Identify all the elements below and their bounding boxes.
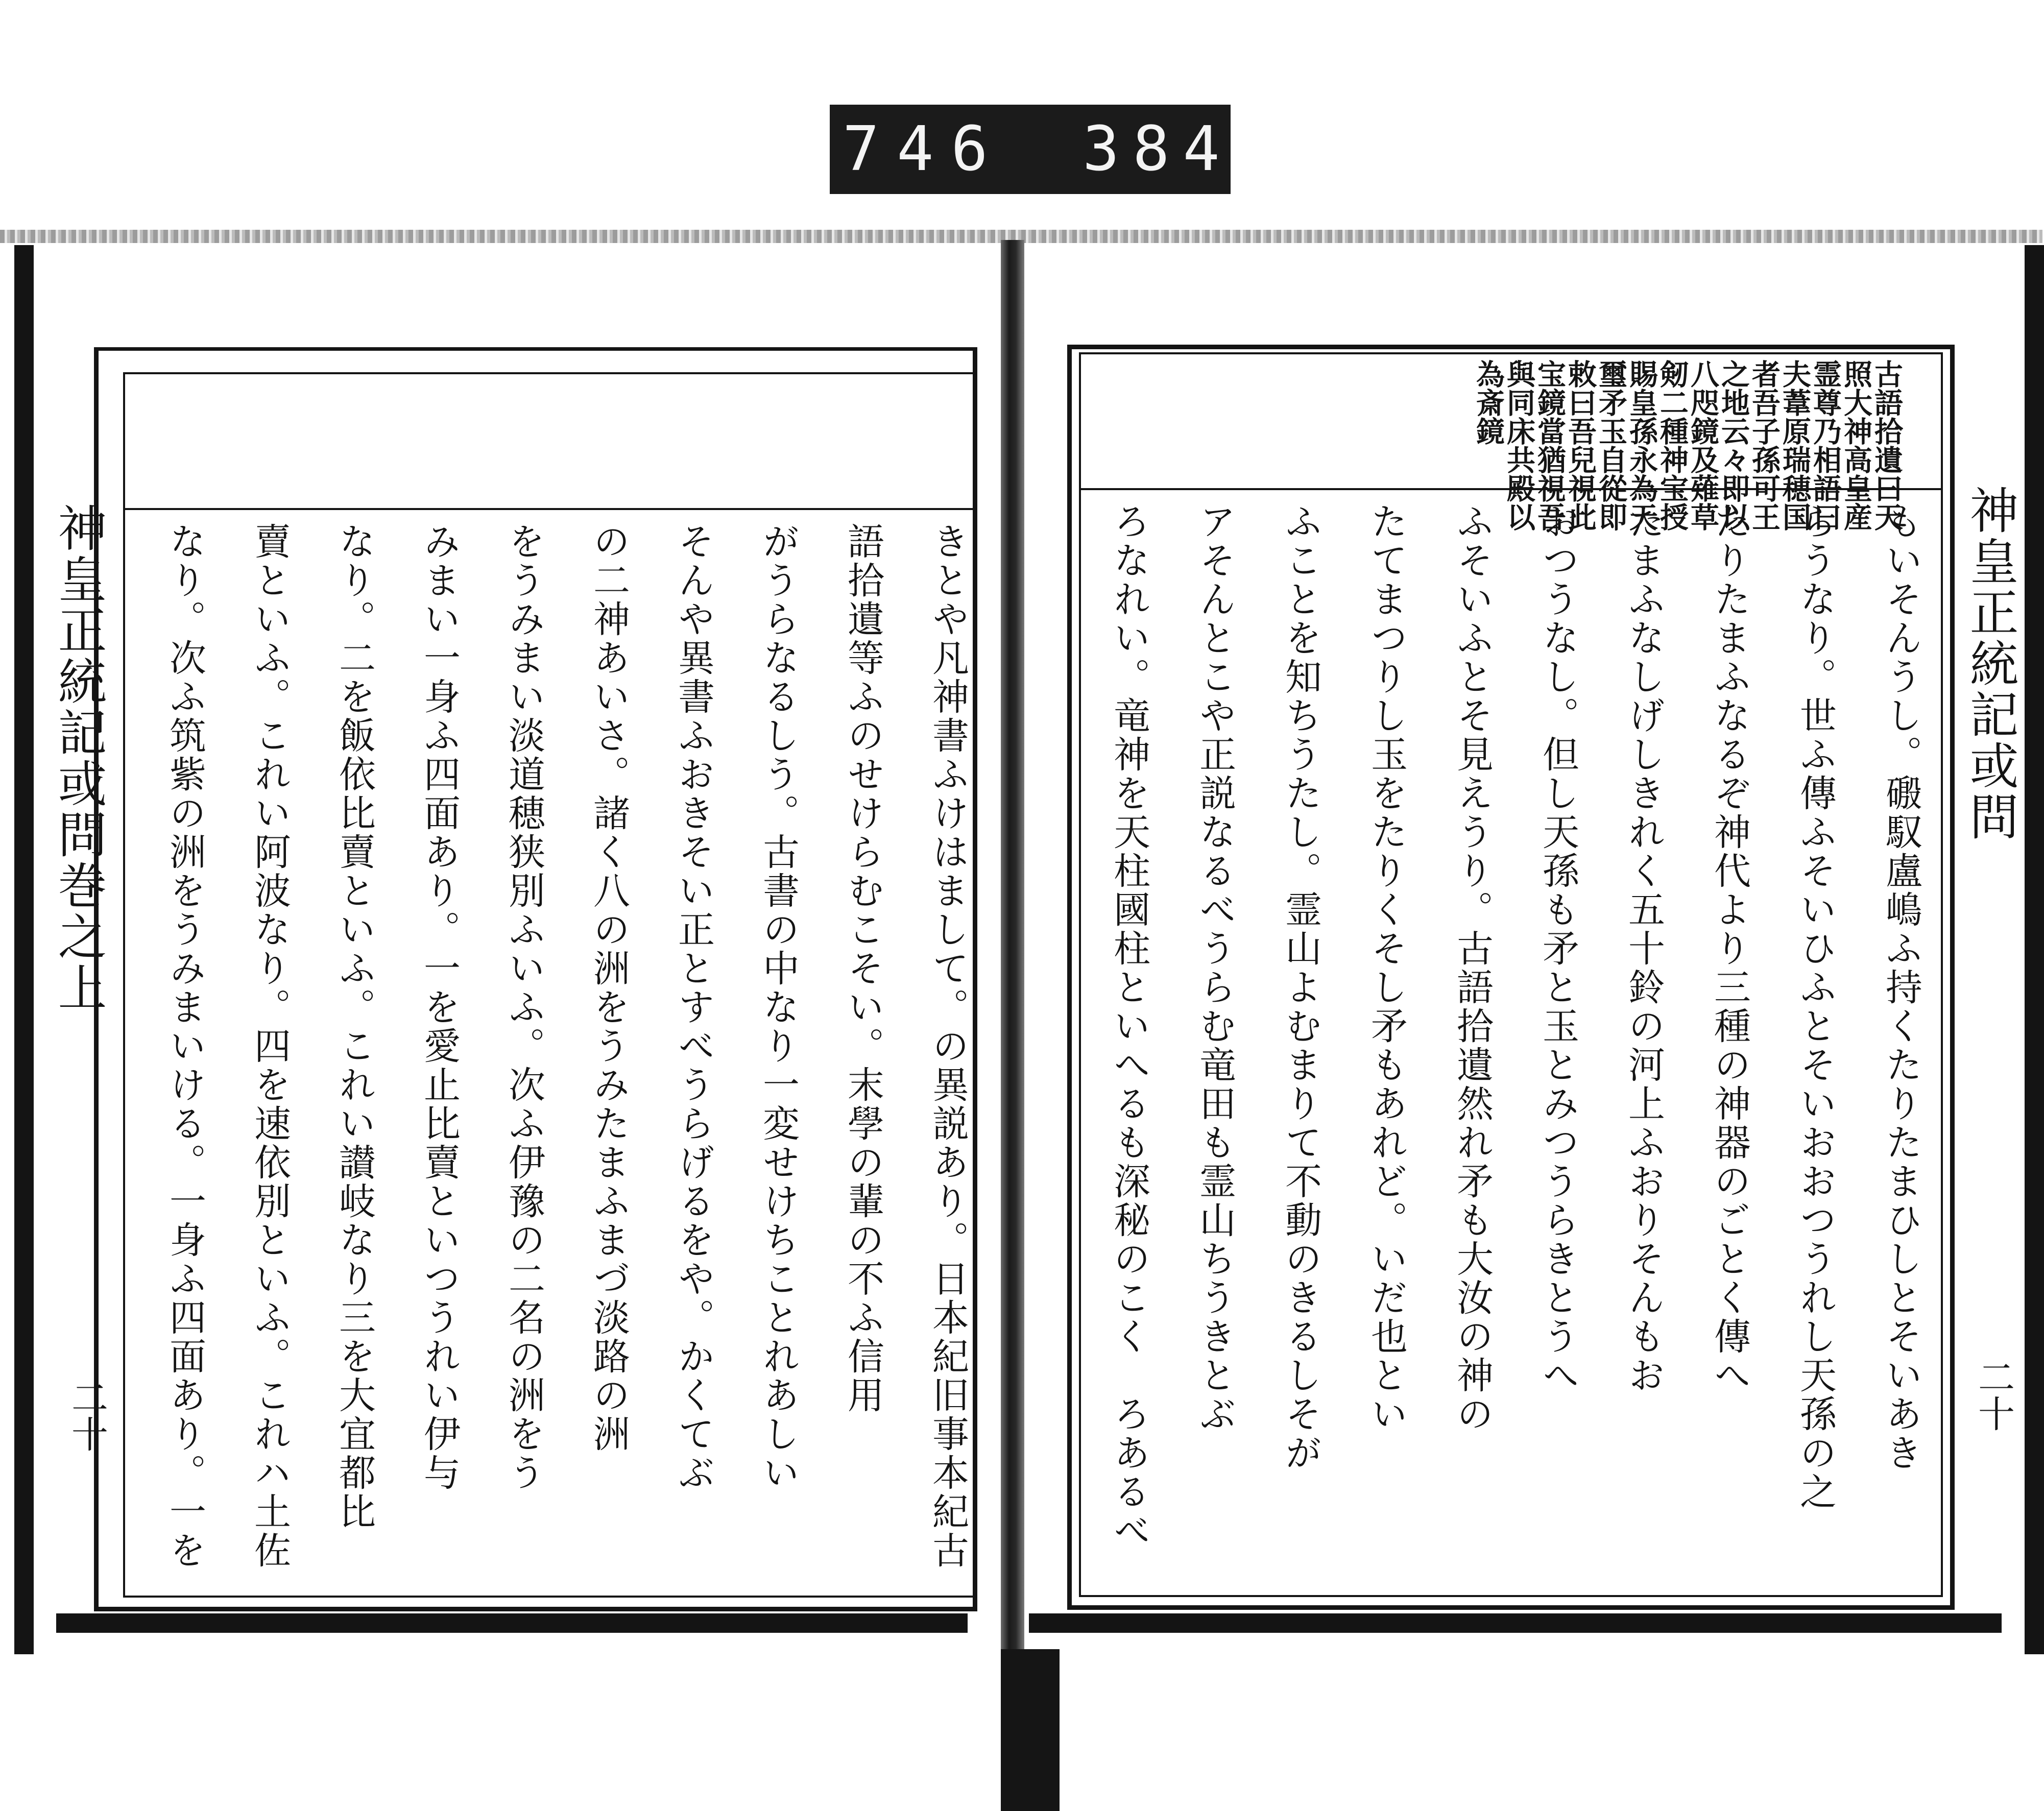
right-headnote-column-2: 照大神高皇産 bbox=[1839, 359, 1873, 531]
right-page-inner-border bbox=[1079, 352, 1943, 1597]
left-text-column-5: の二神あいさ。諸く八の洲をうみたまふまづ淡路の洲 bbox=[587, 522, 630, 1454]
right-headnote-column-3: 霊尊乃相語曰 bbox=[1809, 359, 1842, 531]
left-page bbox=[14, 245, 1029, 1654]
left-folio: 二十 bbox=[65, 1379, 108, 1452]
left-bottom-edge bbox=[56, 1613, 968, 1633]
right-text-column-4: たまふなしげしきれく五十鈴の河上ふおりそんもお bbox=[1622, 502, 1665, 1395]
right-headnote-column-10: 璽矛玉自從即 bbox=[1594, 359, 1628, 531]
left-text-column-10: なり。次ふ筑紫の洲をうみまいける。一身ふ四面あり。一を bbox=[163, 522, 206, 1570]
right-text-column-9: アそんとこや正説なるべうらむ竜田も霊山ちうきとぶ bbox=[1193, 502, 1236, 1434]
left-text-column-9: 賣といふ。これい阿波なり。四を速依別といふ。これハ土佐 bbox=[248, 522, 291, 1570]
right-text-column-10: ろなれい。竜神を天柱國柱といへるも深秘のこく ろあるべ bbox=[1108, 502, 1150, 1550]
right-headnote-column-4: 夫葦原瑞穂国 bbox=[1778, 359, 1812, 531]
right-text-column-6: ふそいふとそ見えうり。古語拾遺然れ矛も大汝の神の bbox=[1451, 502, 1494, 1434]
right-text-column-1: もいそんうし。磤馭盧嶋ふ持くたりたまひしとそいあき bbox=[1880, 502, 1922, 1472]
right-page-frame bbox=[1067, 345, 1955, 1610]
right-headnote-column-11: 敕曰吾兒視此 bbox=[1564, 359, 1597, 531]
catalog-number-right: 384 bbox=[1083, 114, 1233, 185]
left-text-column-6: をうみまい淡道穂狭別ふいふ。次ふ伊豫の二名の洲をう bbox=[502, 522, 545, 1492]
left-text-column-3: がうらなるしう。古書の中なり一変せけちことれあしい bbox=[757, 522, 800, 1492]
left-text-column-1: きとや凡神書ふけはまして。の異説あり。日本紀旧事本紀古 bbox=[926, 522, 969, 1570]
right-headnote-column-12: 宝鏡當猶視吾 bbox=[1533, 359, 1567, 531]
book-spine-foot bbox=[1001, 1649, 1060, 1811]
right-bottom-edge bbox=[1029, 1613, 2002, 1633]
right-headnote-column-8: 剱二種神宝授 bbox=[1655, 359, 1689, 531]
left-page-frame bbox=[94, 347, 977, 1611]
right-margin-title: 神皇正統記或問 bbox=[1962, 485, 2019, 842]
catalog-number-label bbox=[830, 105, 1231, 194]
right-text-column-7: たてまつりし玉をたりくそし矛もあれど。いだ也とい bbox=[1365, 502, 1408, 1434]
catalog-number-left: 746 bbox=[843, 114, 1005, 185]
right-headnote-column-14: 為斎鏡 bbox=[1472, 359, 1505, 445]
left-page-inner-border bbox=[123, 372, 975, 1598]
right-headnote-column-9: 賜皇孫永為天 bbox=[1625, 359, 1658, 531]
left-text-column-8: なり。二を飯依比賣といふ。これい讃岐なり三を大宜都比 bbox=[333, 522, 376, 1531]
left-text-column-2: 語拾遺等ふのせけらむこそい。末學の輩の不ふ信用 bbox=[841, 522, 884, 1415]
right-page bbox=[1016, 245, 2044, 1654]
right-headnote-column-1: 古語拾遺曰天 bbox=[1870, 359, 1904, 531]
right-text-column-2: らうなり。世ふ傳ふそいひふとそいおおつうれし天孫の之 bbox=[1794, 502, 1837, 1511]
right-text-column-8: ふことを知ちうたし。霊山よむまりて不動のきるしそが bbox=[1279, 502, 1322, 1472]
left-header-rule bbox=[125, 508, 975, 510]
right-text-column-3: たりたまふなるぞ神代より三種の神器のごとく傳へ bbox=[1708, 502, 1751, 1395]
right-text-column-5: おつうなし。但し天孫も矛と玉とみつうらきとうへ bbox=[1536, 502, 1579, 1395]
right-headnote-column-7: 八咫鏡及薙草 bbox=[1686, 359, 1720, 531]
right-folio: 二十 bbox=[1972, 1358, 2015, 1432]
right-headnote-column-6: 之地云々即以 bbox=[1717, 359, 1750, 531]
left-text-column-7: みまい一身ふ四面あり。一を愛止比賣といつうれい伊与 bbox=[418, 522, 461, 1492]
left-margin-title: 神皇正統記或問巻之上 bbox=[50, 503, 107, 1013]
right-headnote-column-13: 與同床共殿以 bbox=[1502, 359, 1536, 531]
right-headnote-column-5: 者吾子孫可王 bbox=[1747, 359, 1781, 531]
left-text-column-4: そんや異書ふおきそい正とすべうらげるをや。かくてぶ bbox=[672, 522, 715, 1492]
book-spine bbox=[1001, 240, 1024, 1664]
